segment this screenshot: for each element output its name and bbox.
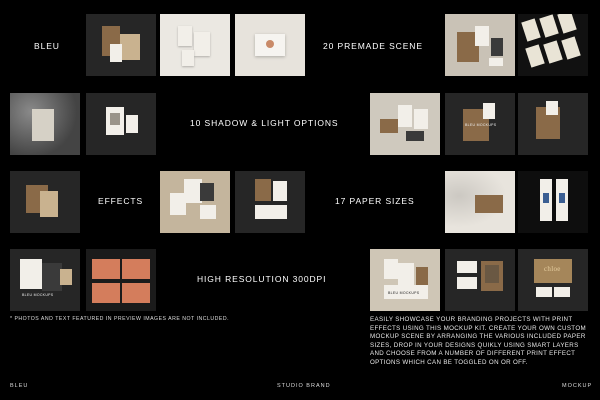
footer-right: MOCKUP xyxy=(562,383,593,389)
mockup-tile-10 xyxy=(518,93,588,155)
mockup-tile-15 xyxy=(518,171,588,233)
mockup-tile-16 xyxy=(10,249,80,311)
label-high-resolution: HIGH RESOLUTION 300DPI xyxy=(197,274,327,284)
mockup-tile-1 xyxy=(86,14,156,76)
label-premade-scene: 20 PREMADE SCENE xyxy=(323,41,423,51)
mockup-tile-6 xyxy=(10,93,80,155)
description-text: EASILY SHOWCASE YOUR BRANDING PROJECTS WITH PRINT EFFECTS USING THIS MOCKUP KIT. CREATE YOUR OWN CUSTOM MOCKUP SCENE BY ARRANGING THE VARIOUS INCLUDED PAPER SIZES, DROP IN YOUR DESIGNS QUIKLY USING SMART LAYERS AND CHOOSE FROM A NUMBER OF DIFFERENT PRINT EFFECT OPTIONS WHICH CAN BE TOGGLED ON OR OFF. xyxy=(370,316,586,366)
mockup-tile-20 xyxy=(518,249,588,311)
disclaimer-note: * PHOTOS AND TEXT FEATURED IN PREVIEW IMAGES ARE NOT INCLUDED. xyxy=(10,316,230,322)
label-bleu: BLEU xyxy=(34,41,60,51)
mockup-tile-9 xyxy=(445,93,515,155)
label-paper-sizes: 17 PAPER SIZES xyxy=(335,196,415,206)
footer-center: STUDIO BRAND xyxy=(277,383,331,389)
mockup-tile-12 xyxy=(160,171,230,233)
mockup-tile-13 xyxy=(235,171,305,233)
mockup-tile-17 xyxy=(86,249,156,311)
mockup-tile-7 xyxy=(86,93,156,155)
label-shadow-light: 10 SHADOW & LIGHT OPTIONS xyxy=(190,118,339,128)
mockup-tile-19 xyxy=(445,249,515,311)
footer-left: BLEU xyxy=(10,383,29,389)
label-effects: EFFECTS xyxy=(98,196,144,206)
mockup-tile-8 xyxy=(370,93,440,155)
mockup-tile-11 xyxy=(10,171,80,233)
mockup-tile-18 xyxy=(370,249,440,311)
mockup-tile-14 xyxy=(445,171,515,233)
mockup-tile-2 xyxy=(160,14,230,76)
mockup-text-bleu-2: BLEU MOCKUPS xyxy=(22,293,54,297)
mockup-tile-4 xyxy=(445,14,515,76)
mockup-tile-3 xyxy=(235,14,305,76)
mockup-text-bleu-1: BLEU MOCKUPS xyxy=(465,123,497,127)
mockup-text-bleu-3: BLEU MOCKUPS xyxy=(388,291,420,295)
mockup-text-chloe: chloe xyxy=(544,265,561,273)
mockup-tile-5 xyxy=(518,14,588,76)
